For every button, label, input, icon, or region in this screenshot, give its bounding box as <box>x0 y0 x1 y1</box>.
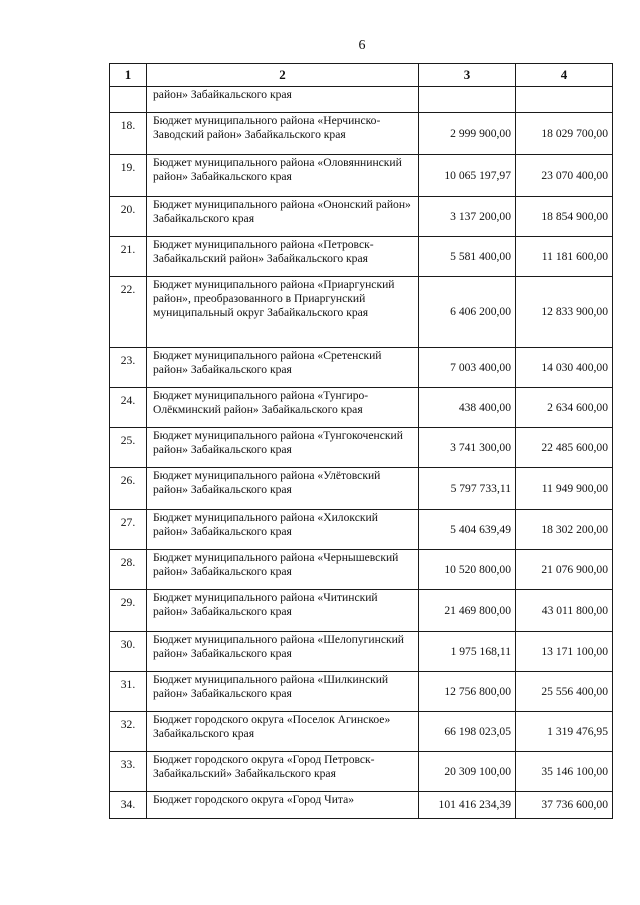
row-number: 23. <box>110 348 147 388</box>
amount-col-3: 5 797 733,11 <box>419 468 516 510</box>
amount-col-3: 21 469 800,00 <box>419 590 516 632</box>
amount-col-3: 7 003 400,00 <box>419 348 516 388</box>
table-row <box>110 792 613 819</box>
amount-col-3: 10 065 197,97 <box>419 155 516 197</box>
row-number: 21. <box>110 237 147 277</box>
recipient-name: Бюджет муниципального района «Читинский район» Забайкальского края <box>147 590 419 632</box>
amount-col-4: 18 302 200,00 <box>516 510 613 550</box>
amount-col-3: 12 756 800,00 <box>419 672 516 712</box>
amount-col-4: 37 736 600,00 <box>516 792 613 819</box>
row-number: 27. <box>110 510 147 550</box>
row-number: 24. <box>110 388 147 428</box>
table-body <box>110 87 613 819</box>
amount-col-4: 18 854 900,00 <box>516 197 613 237</box>
header-row <box>110 64 613 87</box>
row-number: 26. <box>110 468 147 510</box>
amount-col-3: 101 416 234,39 <box>419 792 516 819</box>
amount-col-4: 25 556 400,00 <box>516 672 613 712</box>
recipient-name: Бюджет городского округа «Город Чита» <box>147 792 419 819</box>
recipient-name: Бюджет муниципального района «Шилкинский район» Забайкальского края <box>147 672 419 712</box>
amount-col-4: 21 076 900,00 <box>516 550 613 590</box>
table-row <box>110 752 613 792</box>
table-row <box>110 237 613 277</box>
amount-col-3: 2 999 900,00 <box>419 113 516 155</box>
amount-col-4: 23 070 400,00 <box>516 155 613 197</box>
table-row <box>110 712 613 752</box>
row-number: 33. <box>110 752 147 792</box>
amount-col-4: 18 029 700,00 <box>516 113 613 155</box>
row-number: 20. <box>110 197 147 237</box>
amount-col-3 <box>419 87 516 113</box>
recipient-name: Бюджет муниципального района «Тунгокоченский район» Забайкальского края <box>147 428 419 468</box>
recipient-name: Бюджет муниципального района «Петровск-Забайкальский район» Забайкальского края <box>147 237 419 277</box>
header-col-3: 3 <box>419 64 516 87</box>
recipient-name: Бюджет городского округа «Поселок Агинское» Забайкальского края <box>147 712 419 752</box>
row-number: 31. <box>110 672 147 712</box>
amount-col-3: 20 309 100,00 <box>419 752 516 792</box>
amount-col-3: 1 975 168,11 <box>419 632 516 672</box>
amount-col-3: 5 581 400,00 <box>419 237 516 277</box>
recipient-name: Бюджет муниципального района «Чернышевский район» Забайкальского края <box>147 550 419 590</box>
recipient-name: Бюджет муниципального района «Приаргунский район», преобразованного в Приаргунский муниципальный округ Забайкальского края <box>147 277 419 348</box>
amount-col-4: 11 949 900,00 <box>516 468 613 510</box>
header-col-4: 4 <box>516 64 613 87</box>
amount-col-3: 66 198 023,05 <box>419 712 516 752</box>
recipient-name: Бюджет муниципального района «Оловяннинский район» Забайкальского края <box>147 155 419 197</box>
row-number: 18. <box>110 113 147 155</box>
amount-col-4 <box>516 87 613 113</box>
table-row <box>110 632 613 672</box>
table-row <box>110 550 613 590</box>
table-row <box>110 510 613 550</box>
recipient-name: Бюджет муниципального района «Улётовский район» Забайкальского края <box>147 468 419 510</box>
row-number: 32. <box>110 712 147 752</box>
amount-col-3: 5 404 639,49 <box>419 510 516 550</box>
row-number: 29. <box>110 590 147 632</box>
table-row <box>110 590 613 632</box>
amount-col-4: 43 011 800,00 <box>516 590 613 632</box>
amount-col-4: 13 171 100,00 <box>516 632 613 672</box>
amount-col-3: 438 400,00 <box>419 388 516 428</box>
table-row <box>110 672 613 712</box>
row-number: 25. <box>110 428 147 468</box>
recipient-name: Бюджет муниципального района «Шелопугинский район» Забайкальского края <box>147 632 419 672</box>
amount-col-3: 10 520 800,00 <box>419 550 516 590</box>
table-row <box>110 113 613 155</box>
recipient-name: район» Забайкальского края <box>147 87 419 113</box>
recipient-name: Бюджет муниципального района «Ононский район» Забайкальского края <box>147 197 419 237</box>
table-row <box>110 277 613 348</box>
recipient-name: Бюджет муниципального района «Хилокский район» Забайкальского края <box>147 510 419 550</box>
header-col-2: 2 <box>147 64 419 87</box>
row-number: 30. <box>110 632 147 672</box>
amount-col-4: 12 833 900,00 <box>516 277 613 348</box>
amount-col-3: 3 741 300,00 <box>419 428 516 468</box>
table-row <box>110 468 613 510</box>
budget-table <box>109 63 613 819</box>
table-row <box>110 197 613 237</box>
recipient-name: Бюджет муниципального района «Сретенский район» Забайкальского края <box>147 348 419 388</box>
amount-col-3: 6 406 200,00 <box>419 277 516 348</box>
table-row <box>110 388 613 428</box>
header-col-1: 1 <box>110 64 147 87</box>
recipient-name: Бюджет городского округа «Город Петровск-Забайкальский» Забайкальского края <box>147 752 419 792</box>
page-number: 6 <box>358 38 366 53</box>
row-number: 34. <box>110 792 147 819</box>
recipient-name: Бюджет муниципального района «Тунгиро-Олёкминский район» Забайкальского края <box>147 388 419 428</box>
row-number: 19. <box>110 155 147 197</box>
continued-row <box>110 87 613 113</box>
amount-col-4: 2 634 600,00 <box>516 388 613 428</box>
amount-col-4: 14 030 400,00 <box>516 348 613 388</box>
amount-col-4: 35 146 100,00 <box>516 752 613 792</box>
amount-col-4: 22 485 600,00 <box>516 428 613 468</box>
row-number: 22. <box>110 277 147 348</box>
table-row <box>110 348 613 388</box>
amount-col-4: 1 319 476,95 <box>516 712 613 752</box>
recipient-name: Бюджет муниципального района «Нерчинско-Заводский район» Забайкальского края <box>147 113 419 155</box>
row-number: 28. <box>110 550 147 590</box>
table-row <box>110 428 613 468</box>
table-row <box>110 155 613 197</box>
amount-col-4: 11 181 600,00 <box>516 237 613 277</box>
amount-col-3: 3 137 200,00 <box>419 197 516 237</box>
row-number <box>110 87 147 113</box>
